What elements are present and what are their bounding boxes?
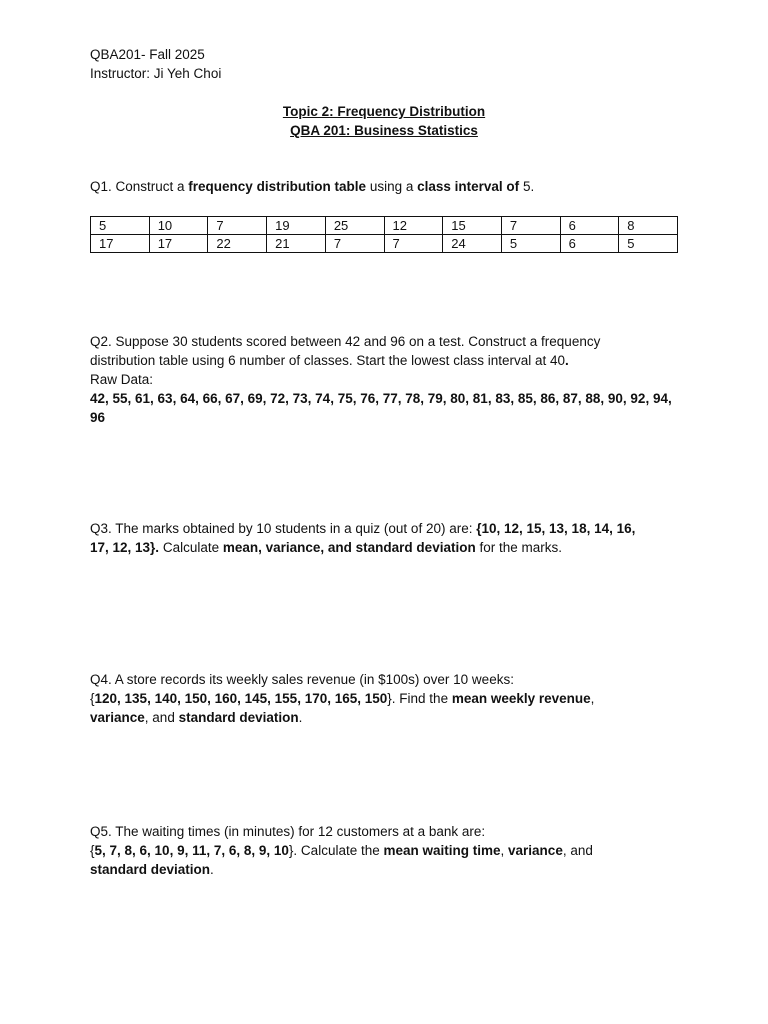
table-cell: 7 (208, 217, 267, 235)
instructor-line: Instructor: Ji Yeh Choi (90, 66, 222, 81)
q5-line-3 (90, 861, 214, 879)
q4-line-3 (90, 709, 302, 727)
q3-text: for the marks. (475, 540, 562, 555)
q4-text: . (298, 710, 303, 725)
table-cell: 24 (443, 235, 502, 253)
table-row (91, 235, 678, 253)
q2-raw-data-line-1: 42, 55, 61, 63, 64, 66, 67, 69, 72, 73, 74, 75, 76, 77, 78, 79, 80, 81, 83, 85, 86, 87, 88, 90, 92, 94, (90, 391, 672, 406)
q4-text: , (590, 691, 595, 706)
q5-bold-term: standard deviation (90, 862, 211, 877)
q4-text: }. Find the (387, 691, 452, 706)
q3-line-1 (90, 520, 635, 538)
course-header: QBA201- Fall 2025 (90, 47, 205, 62)
q4-text: { (90, 691, 95, 706)
q5-text: . (210, 862, 214, 877)
table-cell: 19 (267, 217, 326, 235)
q4-line-1: Q4. A store records its weekly sales revenue (in $100s) over 10 weeks: (90, 672, 514, 687)
q5-data-values: 5, 7, 8, 6, 10, 9, 11, 7, 6, 8, 9, 10 (94, 843, 289, 858)
table-cell: 17 (91, 235, 150, 253)
q4-data-values: 120, 135, 140, 150, 160, 145, 155, 170, 165, 150 (94, 691, 388, 706)
table-cell: 10 (149, 217, 208, 235)
q2-line-2 (90, 352, 569, 370)
q5-text: { (90, 843, 95, 858)
q5-line-2 (90, 842, 593, 860)
table-cell: 21 (267, 235, 326, 253)
q5-bold-term: mean waiting time (383, 843, 501, 858)
q1-data-table (90, 216, 678, 253)
q1-bold-term: frequency distribution table (188, 179, 367, 194)
table-cell: 7 (325, 235, 384, 253)
q2-text: distribution table using 6 number of classes. Start the lowest class interval at 40 (90, 353, 565, 368)
table-cell: 17 (149, 235, 208, 253)
q1-bold-term: class interval of (417, 179, 520, 194)
table-cell: 5 (501, 235, 560, 253)
q5-bold-term: variance (508, 843, 563, 858)
q5-text: }. Calculate the (288, 843, 384, 858)
topic-title: Topic 2: Frequency Distribution (282, 104, 486, 119)
q4-bold-term: variance (90, 710, 145, 725)
q5-text: , (500, 843, 509, 858)
q2-raw-data-line-2: 96 (90, 410, 106, 425)
q4-text: , and (144, 710, 179, 725)
course-title: QBA 201: Business Statistics (290, 123, 478, 138)
table-cell: 15 (443, 217, 502, 235)
table-cell: 22 (208, 235, 267, 253)
q1-text: Q1. Construct a (90, 179, 189, 194)
table-cell: 6 (560, 235, 619, 253)
q5-text: , and (562, 843, 593, 858)
table-cell: 7 (384, 235, 443, 253)
table-cell: 8 (619, 217, 678, 235)
q5-line-1: Q5. The waiting times (in minutes) for 12 customers at a bank are: (90, 824, 486, 839)
q1-text: 5. (519, 179, 535, 194)
q3-data-values: 17, 12, 13}. (90, 540, 160, 555)
q3-line-2 (90, 539, 562, 557)
q4-line-2 (90, 690, 594, 708)
q2-text-bold: . (565, 353, 569, 368)
table-cell: 5 (619, 235, 678, 253)
q4-bold-term: standard deviation (178, 710, 299, 725)
q3-text: Calculate (159, 540, 223, 555)
table-cell: 12 (384, 217, 443, 235)
table-cell: 25 (325, 217, 384, 235)
q2-raw-label: Raw Data: (90, 372, 154, 387)
q3-text: Q3. The marks obtained by 10 students in a quiz (out of 20) are: (90, 521, 477, 536)
table-cell: 7 (501, 217, 560, 235)
q2-line-1: Q2. Suppose 30 students scored between 42 and 96 on a test. Construct a frequency (90, 334, 601, 349)
table-cell: 5 (91, 217, 150, 235)
table-cell: 6 (560, 217, 619, 235)
q1-text: using a (366, 179, 418, 194)
table-row (91, 217, 678, 235)
q3-bold-term: mean, variance, and standard deviation (222, 540, 476, 555)
q3-data-values: {10, 12, 15, 13, 18, 14, 16, (476, 521, 636, 536)
q4-bold-term: mean weekly revenue (451, 691, 591, 706)
q1-prompt (90, 178, 534, 196)
